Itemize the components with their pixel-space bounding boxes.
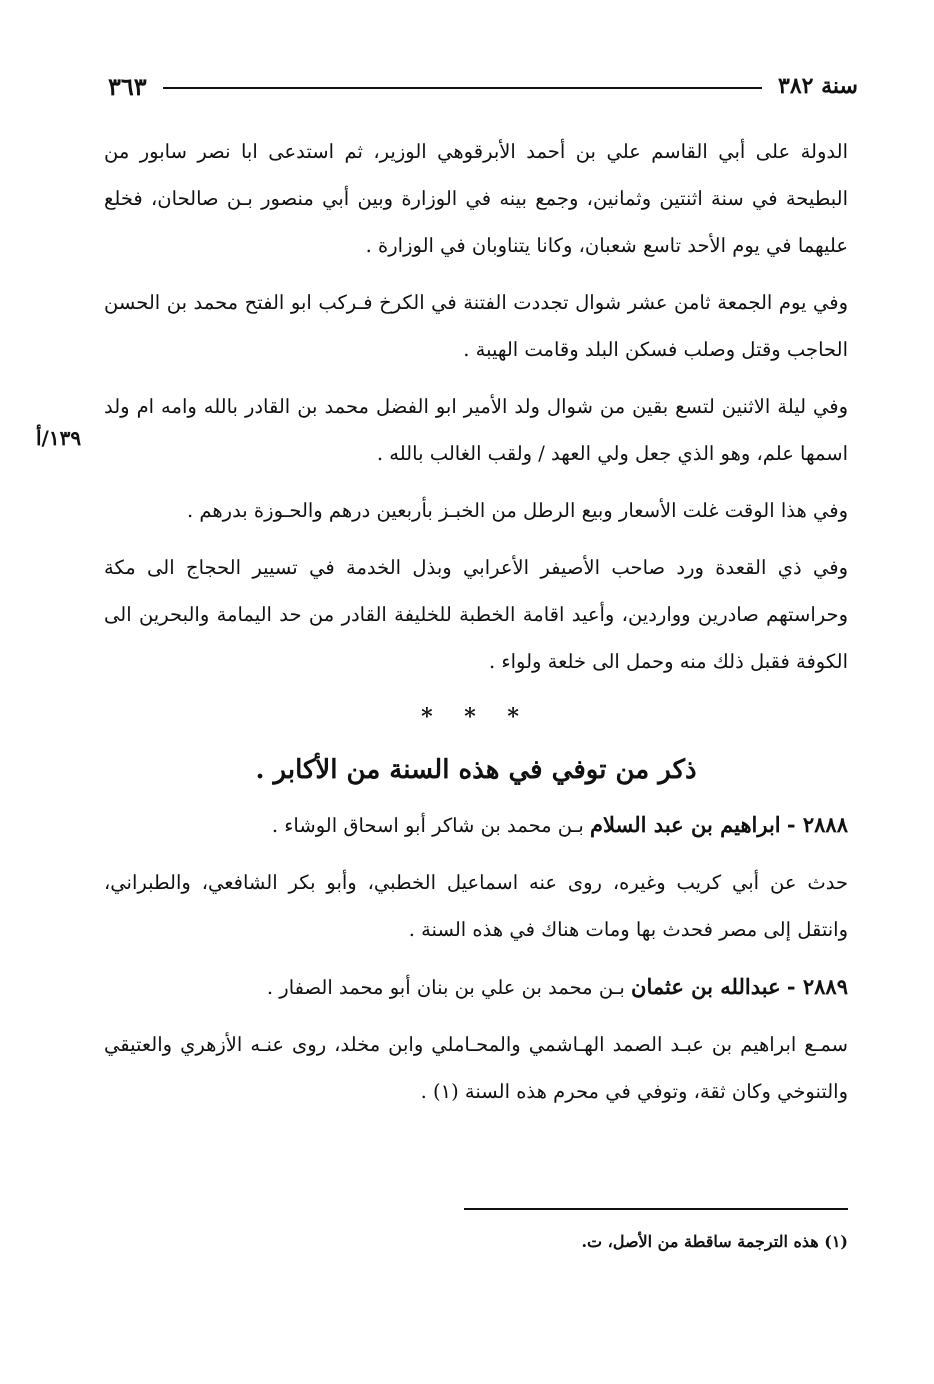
header-year: سنة ٣٨٢ (778, 73, 858, 99)
page-number: ٣٦٣ (108, 71, 147, 101)
header-rule (163, 87, 762, 89)
page-body (104, 128, 848, 1125)
footnote-rule (464, 1208, 848, 1210)
entry-lineage: بـن محمد بن شاكر أبو اسحاق الوشاء . (271, 814, 584, 837)
paragraph: وفي هذا الوقت غلت الأسعار وبيع الرطل من الخبـز بأربعين درهم والحـوزة بدرهم . (187, 499, 848, 522)
paragraph: وفي ذي القعدة ورد صاحب الأصيفر الأعرابي وبذل الخدمة في تسيير الحجاج الى مكة وحراستهم صادرين وواردين، وأعيد اقامة الخطبة للخليفة القادر من حد اليمامة والبحرين الى الكوفة فقبل ذلك منه وحمل الى خلعة ولواء . (104, 556, 848, 673)
entry-text: سمـع ابراهيم بن عبـد الصمد الهـاشمي والمحـاملي وابن مخلد، روى عنـه الأزهري والعتيقي والتنوخي وكان ثقة، وتوفي في محرم هذه السنة (١) . (104, 1033, 848, 1103)
manuscript-folio-note: ١٣٩/أ (36, 426, 82, 450)
page-header (108, 66, 858, 106)
section-separator: * * * (421, 704, 531, 730)
entry-heading (104, 963, 848, 1011)
entry-lineage: بـن محمد بن علي بن بنان أبو محمد الصفار . (266, 976, 625, 999)
footnote: (١) هذه الترجمة ساقطة من الأصل، ت. (581, 1232, 848, 1251)
paragraph: وفي يوم الجمعة ثامن عشر شوال تجددت الفتنة في الكرخ فـركب ابو الفتح محمد بن الحسن الحاجب وقتل وصلب فسكن البلد وقامت الهيبة . (104, 291, 848, 361)
entry-text: حدث عن أبي كريب وغيره، روى عنه اسماعيل الخطبي، وأبو بكر الشافعي، والطبراني، وانتقل إلى مصر فحدث بها ومات هناك في هذه السنة . (104, 871, 848, 941)
entry-name: عبدالله بن عثمان (631, 974, 781, 999)
entry-heading (104, 801, 848, 849)
entry-name: ابراهيم بن عبد السلام (590, 812, 781, 837)
entry-number: ٢٨٨٩ - (786, 974, 848, 999)
section-title: ذكر من توفي في هذه السنة من الأكابر . (255, 755, 697, 785)
paragraph: الدولة على أبي القاسم علي بن أحمد الأبرقوهي الوزير، ثم استدعى ابا نصر سابور من البطيحة في سنة اثنتين وثمانين، وجمع بينه في الوزارة وبين أبي منصور بـن صالحان، فخلع عليهما في يوم الأحد تاسع شعبان، وكانا يتناوبان في الوزارة . (104, 140, 848, 257)
entry-number: ٢٨٨٨ - (786, 812, 848, 837)
paragraph: وفي ليلة الاثنين لتسع بقين من شوال ولد الأمير ابو الفضل محمد بن القادر بالله وامه ام ولد اسمها علم، وهو الذي جعل ولي العهد / ولقب الغالب بالله . (104, 395, 848, 465)
